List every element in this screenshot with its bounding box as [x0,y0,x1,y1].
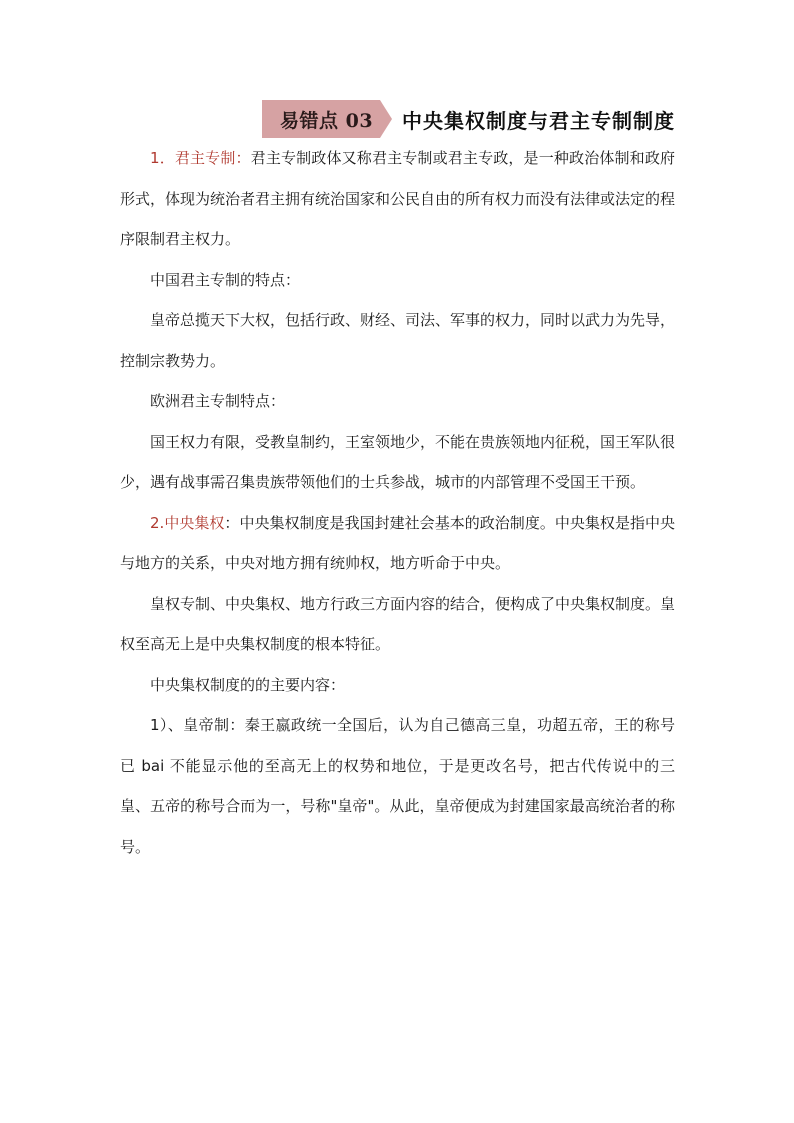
section-title: 中央集权制度与君主专制制度 [402,108,675,133]
badge-label: 易错点 03 [280,109,374,132]
paragraph-europe-features-heading: 欧洲君主专制特点： [150,392,286,410]
paragraph-monarchy-definition [120,138,675,260]
paragraph-text: ：中央集权制度是我国封建社会基本的政治制度。中央集权是指中央与地方的关系，中央对地方拥有统帅权，地方听命于中央。 [120,513,675,572]
paragraph-europe-features: 国王权力有限，受教皇制约，王室领地少，不能在贵族领地内征税，国王军队很少，遇有战事需召集贵族带领他们的士兵参战，城市的内部管理不受国王干预。 [120,432,676,491]
section-header [262,100,675,138]
term-label-monarchy: 1．君主专制： [150,149,251,167]
paragraph-centralization-composition: 皇权专制、中央集权、地方行政三方面内容的结合，便构成了中央集权制度。皇权至高无上是中央集权制度的根本特征。 [120,594,676,653]
error-point-badge [262,100,380,138]
paragraph-china-features: 皇帝总揽天下大权，包括行政、财经、司法、军事的权力，同时以武力为先导，控制宗教势力。 [120,311,676,370]
paragraph-china-features-heading: 中国君主专制的特点： [150,270,301,289]
paragraph-text: 君主专制政体又称君主专制或君主专政，是一种政治体制和政府形式，体现为统治者君主拥有统治国家和公民自由的所有权力而没有法律或法定的程序限制君主权力。 [120,149,676,248]
paragraph-emperor-system: 1）、皇帝制：秦王嬴政统一全国后，认为自己德高三皇，功超五帝，王的称号已 bai 不能显示他的至高无上的权势和地位，于是更改名号，把古代传说中的三皇、五帝的称号合而为一，号称"皇帝"。从此，皇帝便成为封建国家最高统治者的称号。 [120,716,675,856]
document-body [120,138,675,867]
term-label-centralization: 2.中央集权 [150,513,225,532]
paragraph-centralization-definition [120,503,675,584]
paragraph-main-content-heading: 中央集权制度的的主要内容： [150,675,346,694]
